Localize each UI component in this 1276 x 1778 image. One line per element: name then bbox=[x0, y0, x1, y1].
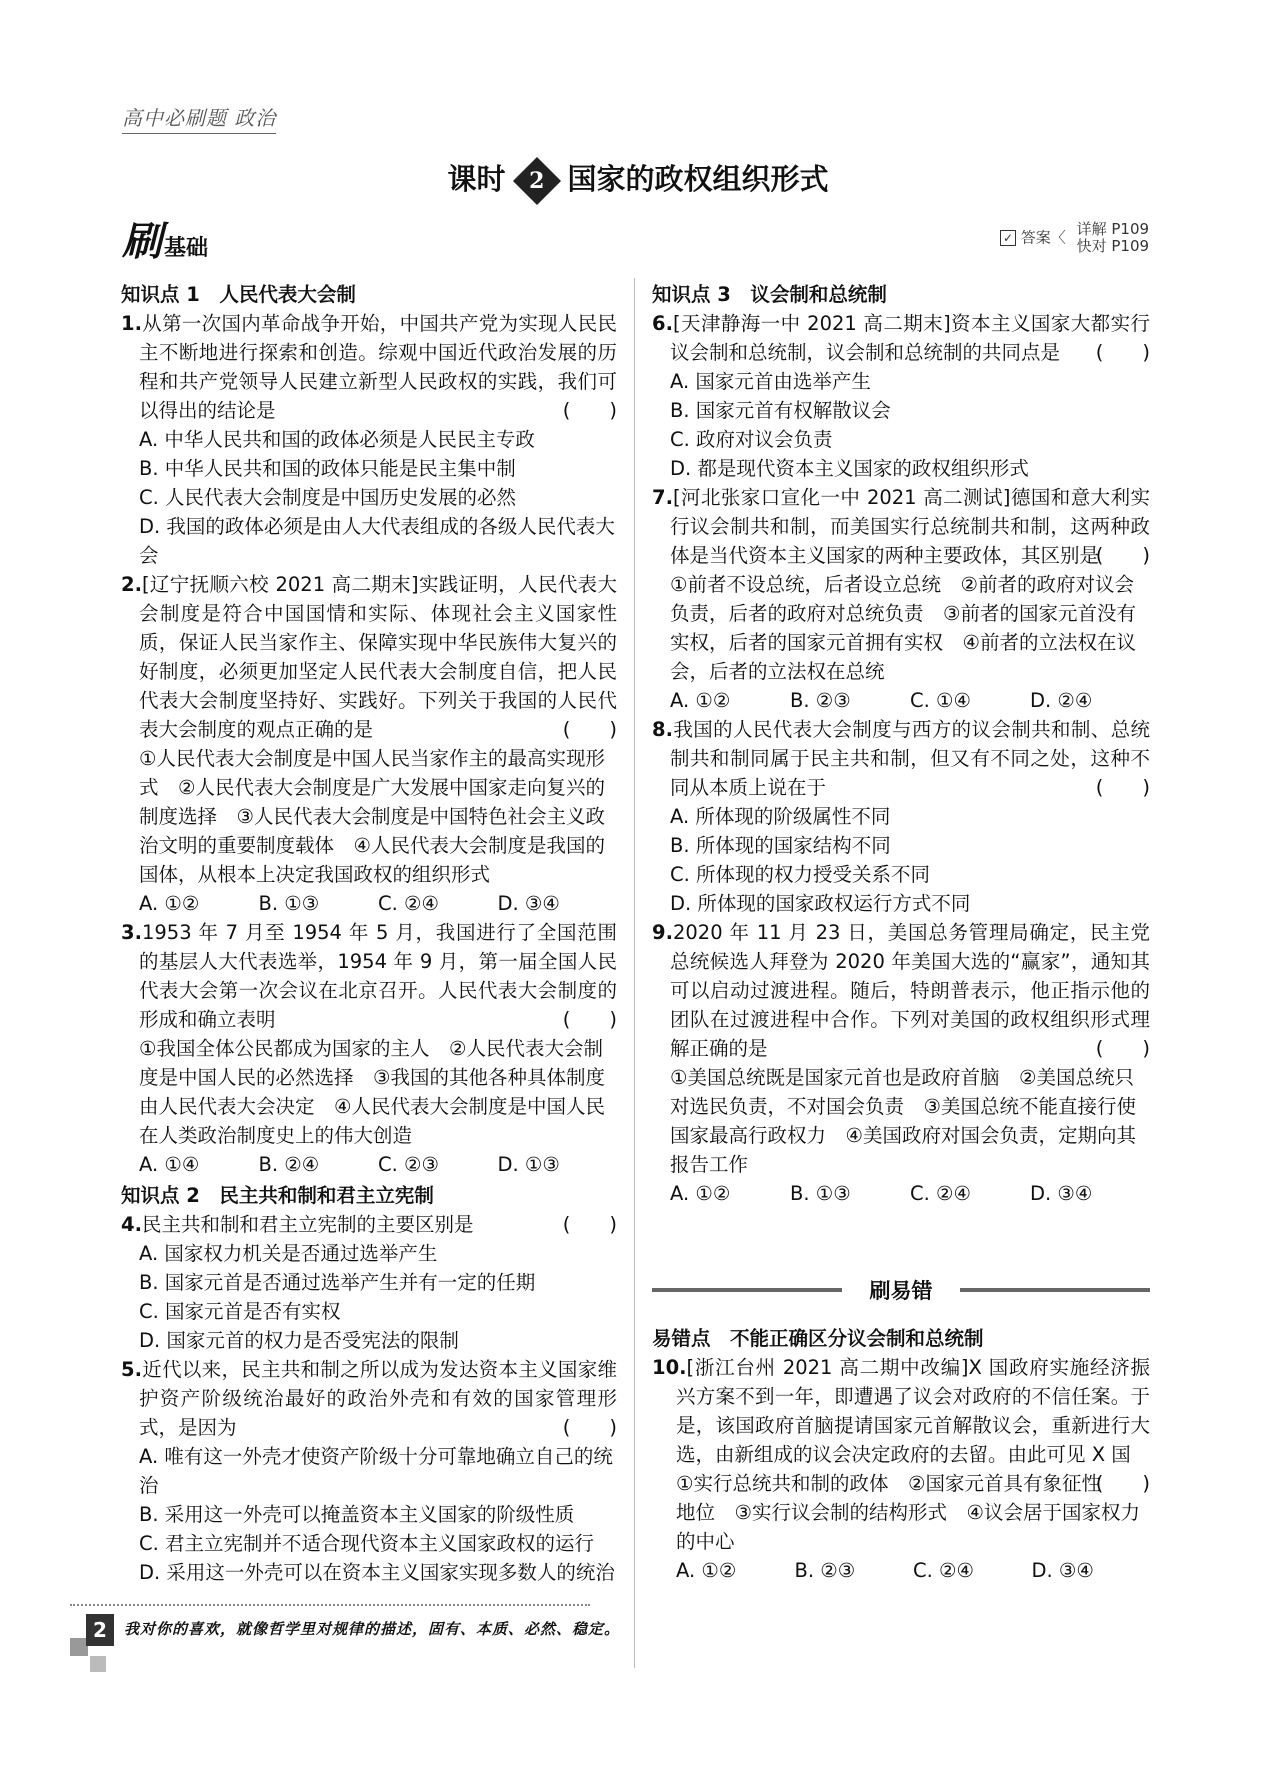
question-number: 1. bbox=[121, 312, 142, 335]
question-stem: [河北张家口宣化一中 2021 高二测试]德国和意大利实行议会制共和制，而美国实行总统制共和制，这两种政体是当代资本主义国家的两种主要政体，其区别是 bbox=[670, 486, 1150, 567]
section-basic-big: 刷 bbox=[122, 219, 162, 265]
option: C. 君主立宪制并不适合现代资本主义国家政权的运行 bbox=[139, 1532, 595, 1555]
answer-bracket: ( ) bbox=[562, 1213, 617, 1236]
option: A. ①② bbox=[139, 892, 200, 915]
answer-bracket: ( ) bbox=[1095, 544, 1150, 567]
book-header: 高中必刷题 政治 bbox=[122, 102, 276, 134]
answer-bracket: ( ) bbox=[562, 718, 617, 741]
question-number: 9. bbox=[652, 921, 673, 944]
question-9 bbox=[652, 918, 1150, 1208]
question-number: 6. bbox=[652, 312, 673, 335]
option: B. 国家元首有权解散议会 bbox=[670, 399, 891, 422]
option: D. ①③ bbox=[497, 1153, 560, 1176]
option: B. ②③ bbox=[794, 1559, 856, 1582]
option: B. 国家元首是否通过选举产生并有一定的任期 bbox=[139, 1271, 536, 1294]
question-stem: [浙江台州 2021 高二期中改编]X 国政府实施经济振兴方案不到一年，即遭遇了议会对政府的不信任案。于是，该国政府首脑提请国家元首解散议会，重新进行大选，由新组成的议会决定政府的去留。由此可见 X 国 bbox=[676, 1356, 1150, 1466]
checkmark-icon: ✓ bbox=[1000, 230, 1016, 246]
option: D. 都是现代资本主义国家的政权组织形式 bbox=[670, 457, 1029, 480]
answer-bracket: ( ) bbox=[562, 399, 617, 422]
answer-bracket: ( ) bbox=[1095, 1472, 1150, 1495]
lesson-title-text: 国家的政权组织形式 bbox=[567, 162, 829, 196]
answer-bracket: ( ) bbox=[562, 1416, 617, 1439]
option: C. 所体现的权力授受关系不同 bbox=[670, 863, 931, 886]
answer-detail-page: 详解 P109 bbox=[1076, 220, 1150, 238]
section-basic-small: 基础 bbox=[164, 236, 209, 261]
question-3 bbox=[121, 918, 617, 1179]
question-stem: 1953 年 7 月至 1954 年 5 月，我国进行了全国范围的基层人大代表选举，1954 年 9 月，第一届全国人民代表大会第一次会议在北京召开。人民代表大会制度的形成和确立表明 bbox=[139, 921, 617, 1031]
option: C. ②③ bbox=[378, 1153, 439, 1176]
answer-bracket: ( ) bbox=[1095, 1037, 1150, 1060]
option: B. ①③ bbox=[258, 892, 320, 915]
question-stem: [辽宁抚顺六校 2021 高二期末]实践证明，人民代表大会制度是符合中国国情和实际、体现社会主义国家性质，保证人民当家作主、保障实现中华民族伟大复兴的好制度，必须更加坚定人民代表大会制度自信，把人民代表大会制度坚持好、实践好。下列关于我国的人民代表大会制度的观点正确的是 bbox=[139, 573, 617, 741]
error-point: 易错点 不能正确区分议会制和总统制 bbox=[652, 1327, 984, 1350]
option: A. ①④ bbox=[139, 1153, 200, 1176]
option: D. 国家元首的权力是否受宪法的限制 bbox=[139, 1329, 459, 1352]
option: C. ②④ bbox=[910, 1182, 971, 1205]
statement-items: ①实行总统共和制的政体 ②国家元首具有象征性地位 ③实行议会制的结构形式 ④议会居于国家权力的中心 bbox=[676, 1472, 1140, 1553]
footer-decor-square bbox=[90, 1656, 106, 1672]
left-column bbox=[121, 278, 617, 1587]
section-error-label: 刷易错 bbox=[869, 1279, 933, 1303]
option: A. 所体现的阶级属性不同 bbox=[670, 805, 891, 828]
footer-dotted-rule bbox=[70, 1604, 590, 1606]
question-number: 5. bbox=[121, 1358, 142, 1381]
option: C. 人民代表大会制度是中国历史发展的必然 bbox=[139, 486, 517, 509]
option: C. 国家元首是否有实权 bbox=[139, 1300, 341, 1323]
question-number: 4. bbox=[121, 1213, 142, 1236]
question-7 bbox=[652, 483, 1150, 715]
option: A. 唯有这一外壳才使资产阶级十分可靠地确立自己的统治 bbox=[139, 1445, 613, 1497]
option: B. ②④ bbox=[258, 1153, 320, 1176]
option: C. ①④ bbox=[910, 689, 971, 712]
footer-quote: 我对你的喜欢，就像哲学里对规律的描述，固有、本质、必然、稳定。 bbox=[124, 1620, 621, 1638]
answer-bracket: ( ) bbox=[1095, 776, 1150, 799]
question-1 bbox=[121, 309, 617, 570]
statement-items: ①人民代表大会制度是中国人民当家作主的最高实现形式 ②人民代表大会制度是广大发展中国家走向复兴的制度选择 ③人民代表大会制度是中国特色社会主义政治文明的重要制度载体 ④人民代表大会制度是我国的国体，从根本上决定我国政权的组织形式 bbox=[139, 747, 605, 886]
lesson-prefix: 课时 bbox=[447, 162, 506, 196]
question-4 bbox=[121, 1210, 617, 1355]
option: B. ②③ bbox=[790, 689, 851, 712]
right-column bbox=[652, 278, 1150, 1208]
column-divider bbox=[634, 278, 635, 1668]
option: D. ③④ bbox=[1031, 1559, 1094, 1582]
option: C. ②④ bbox=[378, 892, 439, 915]
option: B. 采用这一外壳可以掩盖资本主义国家的阶级性质 bbox=[139, 1503, 575, 1526]
answer-bracket: ( ) bbox=[1095, 341, 1150, 364]
option: B. 中华人民共和国的政体只能是民主集中制 bbox=[139, 457, 516, 480]
question-stem: 我国的人民代表大会制度与西方的议会制共和制、总统制共和制同属于民主共和制，但又有不同之处，这种不同从本质上说在于 bbox=[670, 718, 1150, 799]
section-basic-heading bbox=[122, 210, 208, 267]
question-number: 10. bbox=[652, 1356, 687, 1379]
answer-quick-page: 快对 P109 bbox=[1076, 237, 1150, 255]
question-8 bbox=[652, 715, 1150, 918]
option: D. 采用这一外壳可以在资本主义国家实现多数人的统治 bbox=[139, 1561, 615, 1584]
option: B. ①③ bbox=[790, 1182, 851, 1205]
knowledge-point-1: 知识点 1 人民代表大会制 bbox=[121, 283, 356, 306]
question-number: 2. bbox=[121, 573, 142, 596]
question-number: 7. bbox=[652, 486, 673, 509]
question-stem: 民主共和制和君主立宪制的主要区别是 bbox=[141, 1213, 474, 1236]
question-6 bbox=[652, 309, 1150, 483]
statement-items: ①我国全体公民都成为国家的主人 ②人民代表大会制度是中国人民的必然选择 ③我国的其他各种具体制度由人民代表大会决定 ④人民代表大会制度是中国人民在人类政治制度史上的伟大创造 bbox=[139, 1037, 605, 1147]
section-error-heading bbox=[652, 1275, 1150, 1305]
right-column-error bbox=[652, 1322, 1150, 1585]
question-stem: 近代以来，民主共和制之所以成为发达资本主义国家维护资产阶级统治最好的政治外壳和有效的国家管理形式，是因为 bbox=[139, 1358, 617, 1439]
option: B. 所体现的国家结构不同 bbox=[670, 834, 891, 857]
answer-reference: ✓ 答案〈 详解 P109 快对 P109 bbox=[1000, 221, 1149, 255]
option: A. 国家权力机关是否通过选举产生 bbox=[139, 1242, 438, 1265]
question-2 bbox=[121, 570, 617, 918]
option: D. 所体现的国家政权运行方式不同 bbox=[670, 892, 971, 915]
lesson-number-badge: 2 bbox=[512, 157, 560, 205]
option: D. 我国的政体必须是由人大代表组成的各级人民代表大会 bbox=[139, 515, 615, 567]
answer-label: 答案 bbox=[1020, 228, 1051, 247]
answer-bracket: ( ) bbox=[562, 1008, 617, 1031]
option: A. 国家元首由选举产生 bbox=[670, 370, 871, 393]
option: D. ③④ bbox=[497, 892, 560, 915]
section-rule-right bbox=[960, 1288, 1150, 1292]
option: A. ①② bbox=[676, 1559, 737, 1582]
question-number: 8. bbox=[652, 718, 673, 741]
statement-items: ①美国总统既是国家元首也是政府首脑 ②美国总统只对选民负责，不对国会负责 ③美国总统不能直接行使国家最高行政权力 ④美国政府对国会负责，定期向其报告工作 bbox=[670, 1066, 1136, 1176]
question-number: 3. bbox=[121, 921, 142, 944]
question-stem: 从第一次国内革命战争开始，中国共产党为实现人民民主不断地进行探索和创造。综观中国近代政治发展的历程和共产党领导人民建立新型人民政权的实践，我们可以得出的结论是 bbox=[139, 312, 617, 422]
statement-items: ①前者不设总统，后者设立总统 ②前者的政府对议会负责，后者的政府对总统负责 ③前者的国家元首没有实权，后者的国家元首拥有实权 ④前者的立法权在议会，后者的立法权在总统 bbox=[670, 573, 1136, 683]
option: A. ①② bbox=[670, 1182, 731, 1205]
option: A. ①② bbox=[670, 689, 731, 712]
question-10 bbox=[652, 1353, 1150, 1585]
knowledge-point-3: 知识点 3 议会制和总统制 bbox=[652, 283, 887, 306]
option: C. ②④ bbox=[913, 1559, 974, 1582]
question-5 bbox=[121, 1355, 617, 1587]
option: D. ③④ bbox=[1030, 1182, 1093, 1205]
question-stem: [天津静海一中 2021 高二期末]资本主义国家大都实行议会制和总统制，议会制和总统制的共同点是 bbox=[670, 312, 1150, 364]
question-stem: 2020 年 11 月 23 日，美国总务管理局确定，民主党总统候选人拜登为 2020 年美国大选的“赢家”，通知其可以启动过渡进程。随后，特朗普表示，他正指示他的团队在过渡进程中合作。下列对美国的政权组织形式理解正确的是 bbox=[670, 921, 1150, 1060]
option: A. 中华人民共和国的政体必须是人民民主专政 bbox=[139, 428, 535, 451]
option: C. 政府对议会负责 bbox=[670, 428, 833, 451]
lesson-title bbox=[0, 157, 1276, 198]
option: D. ②④ bbox=[1030, 689, 1093, 712]
knowledge-point-2: 知识点 2 民主共和制和君主立宪制 bbox=[121, 1184, 434, 1207]
page-number: 2 bbox=[86, 1614, 114, 1646]
